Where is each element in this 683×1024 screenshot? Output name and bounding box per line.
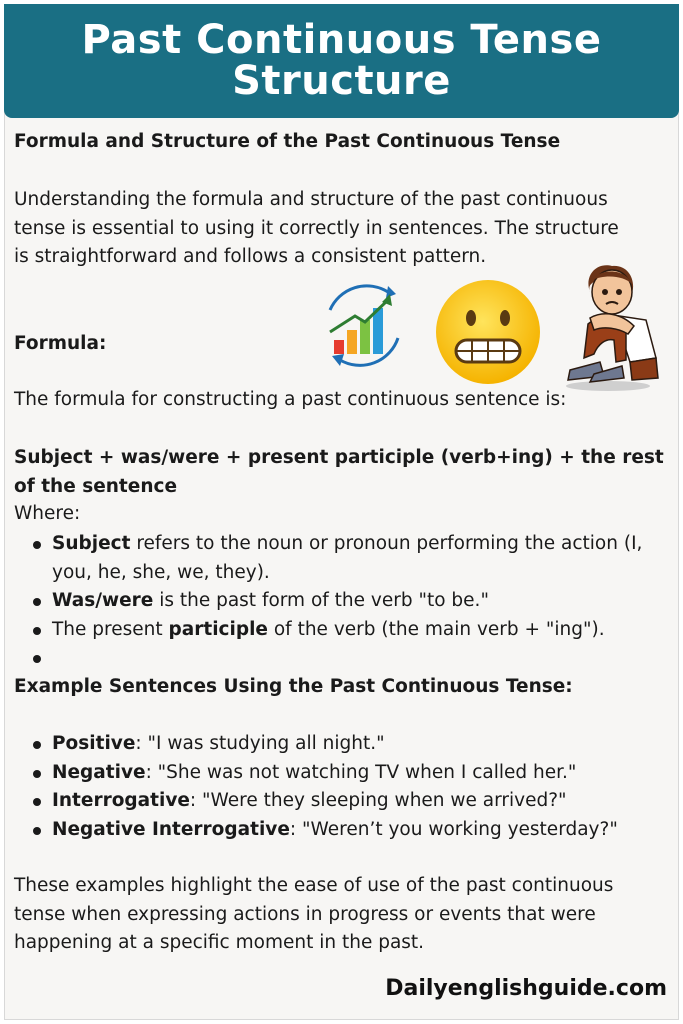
grimacing-face-icon bbox=[434, 278, 542, 386]
where-list bbox=[14, 530, 674, 673]
worried-boy-illustration bbox=[560, 258, 670, 392]
list-item: Was/were is the past form of the verb "to be." bbox=[14, 587, 674, 616]
list-item: Positive: "I was studying all night." bbox=[14, 730, 674, 759]
intro-paragraph: Understanding the formula and structure of the past continuous tense is essential to using it correctly in sentences. The structure is straightforward and follows a consistent pattern. bbox=[14, 189, 619, 267]
section-heading: Formula and Structure of the Past Continuous Tense bbox=[14, 131, 561, 152]
list-item bbox=[14, 644, 674, 673]
list-item: Subject refers to the noun or pronoun performing the action (I, you, he, she, we, they). bbox=[14, 530, 674, 587]
examples-list bbox=[14, 730, 674, 844]
conclusion-paragraph: These examples highlight the ease of use of the past continuous tense when expressing actions in progress or events that were happening at a specific moment in the past. bbox=[14, 875, 614, 953]
site-watermark: Dailyenglishguide.com bbox=[385, 976, 667, 1001]
list-item: The present participle of the verb (the main verb + "ing"). bbox=[14, 616, 674, 645]
page-title: Past Continuous Tense Structure bbox=[81, 17, 602, 104]
page-frame bbox=[4, 4, 679, 1020]
growth-chart-icon bbox=[310, 280, 414, 370]
title-banner bbox=[4, 4, 679, 118]
list-item: Interrogative: "Were they sleeping when we arrived?" bbox=[14, 787, 674, 816]
where-label: Where: bbox=[14, 503, 81, 524]
list-item: Negative Interrogative: "Weren’t you working yesterday?" bbox=[14, 816, 674, 845]
formula-heading: Formula: bbox=[14, 333, 107, 354]
formula-intro: The formula for constructing a past continuous sentence is: bbox=[14, 389, 567, 410]
formula-text: Subject + was/were + present participle (verb+ing) + the rest of the sentence bbox=[14, 447, 664, 497]
examples-heading: Example Sentences Using the Past Continuous Tense: bbox=[14, 676, 573, 697]
list-item: Negative: "She was not watching TV when I called her." bbox=[14, 759, 674, 788]
